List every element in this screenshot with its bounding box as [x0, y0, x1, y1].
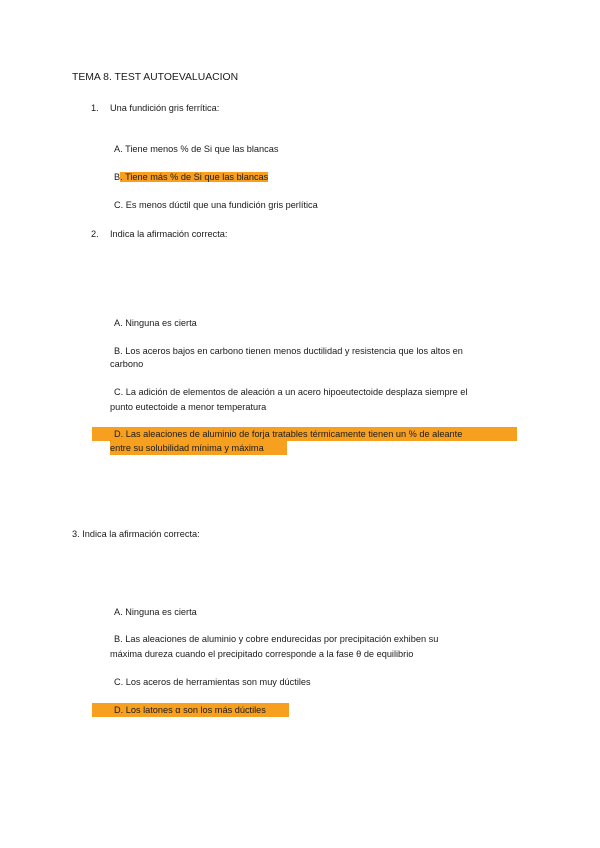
q2-option-d-line2: entre su solubilidad mínima y máxima	[110, 443, 264, 453]
q3-option-b-line2: máxima dureza cuando el precipitado corresponde a la fase θ de equilibrio	[110, 649, 414, 659]
question-2-number: 2.	[91, 229, 99, 239]
question-2-text: Indica la afirmación correcta:	[110, 229, 228, 239]
question-1-text: Una fundición gris ferrítica:	[110, 103, 220, 113]
q2-option-c-line2: punto eutectoide a menor temperatura	[110, 402, 267, 412]
question-3-text: 3. Indica la afirmación correcta:	[72, 529, 200, 539]
q3-option-b-line1: B. Las aleaciones de aluminio y cobre endurecidas por precipitación exhiben su	[114, 634, 439, 644]
q2-option-b-line1: B. Los aceros bajos en carbono tienen menos ductilidad y resistencia que los altos en	[114, 346, 463, 356]
q2-option-a: A. Ninguna es cierta	[114, 318, 197, 328]
q3-option-a: A. Ninguna es cierta	[114, 607, 197, 617]
q2-option-d-line1: D. Las aleaciones de aluminio de forja tratables térmicamente tienen un % de aleante	[114, 429, 463, 439]
document-title: TEMA 8. TEST AUTOEVALUACION	[72, 72, 239, 83]
question-1-number: 1.	[91, 103, 99, 113]
q1-option-b	[114, 170, 268, 184]
q1-option-b-highlighted: . Tiene más % de Si que las blancas	[120, 172, 269, 182]
q1-option-b-prefix: B	[114, 172, 121, 182]
q1-option-a: A. Tiene menos % de Si que las blancas	[114, 144, 279, 154]
q3-option-d: D. Los latones α son los más dúctiles	[114, 705, 266, 715]
q3-option-c: C. Los aceros de herramientas son muy dúctiles	[114, 677, 311, 687]
q2-option-c-line1: C. La adición de elementos de aleación a un acero hipoeutectoide desplaza siempre el	[114, 387, 468, 397]
q1-option-c: C. Es menos dúctil que una fundición gris perlítica	[114, 200, 318, 210]
q2-option-b-line2: carbono	[110, 359, 144, 369]
